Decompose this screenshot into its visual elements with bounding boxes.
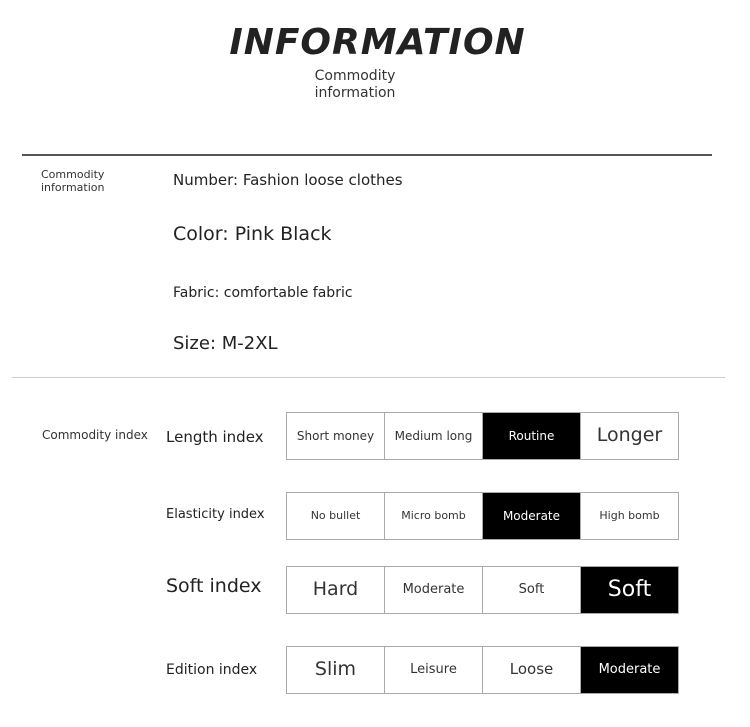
edition-option-moderate: Moderate	[581, 647, 678, 693]
soft-option-hard: Hard	[287, 567, 385, 613]
elasticity-option-no-bullet: No bullet	[287, 493, 385, 539]
length-option-longer: Longer	[596, 424, 663, 447]
length-index-scale	[286, 412, 679, 460]
info-number: Number: Fashion loose clothes	[173, 171, 403, 189]
elasticity-index-label: Elasticity index	[166, 507, 265, 522]
soft-option-soft: Soft	[483, 567, 581, 613]
info-size: Size: M-2XL	[173, 333, 278, 354]
elasticity-option-high-bomb: High bomb	[599, 509, 660, 523]
edition-index-label: Edition index	[166, 662, 258, 678]
edition-index-scale	[286, 646, 679, 694]
info-fabric: Fabric: comfortable fabric	[173, 285, 353, 301]
page-title: INFORMATION	[229, 22, 526, 63]
soft-index-scale	[286, 566, 679, 614]
edition-option-loose: Loose	[483, 647, 581, 693]
soft-option-moderate: Moderate	[385, 567, 483, 613]
soft-option-soft-selected: Soft	[581, 567, 678, 613]
edition-option-leisure: Leisure	[385, 647, 483, 693]
info-color: Color: Pink Black	[173, 223, 332, 245]
length-option-short-money: Short money	[287, 413, 385, 459]
top-divider	[22, 154, 712, 156]
length-option-routine: Routine	[483, 413, 581, 459]
length-option-medium-long: Medium long	[385, 413, 483, 459]
index-section-label: Commodity index	[42, 428, 148, 442]
elasticity-option-micro-bomb: Micro bomb	[385, 493, 483, 539]
middle-divider	[12, 377, 725, 378]
length-index-label: Length index	[166, 428, 264, 446]
elasticity-index-scale	[286, 492, 679, 540]
page-subtitle: Commodity information	[314, 68, 396, 101]
soft-index-label: Soft index	[166, 575, 262, 597]
elasticity-option-moderate: Moderate	[483, 493, 581, 539]
edition-option-slim: Slim	[287, 647, 385, 693]
info-section-label: Commodity information	[41, 168, 105, 194]
